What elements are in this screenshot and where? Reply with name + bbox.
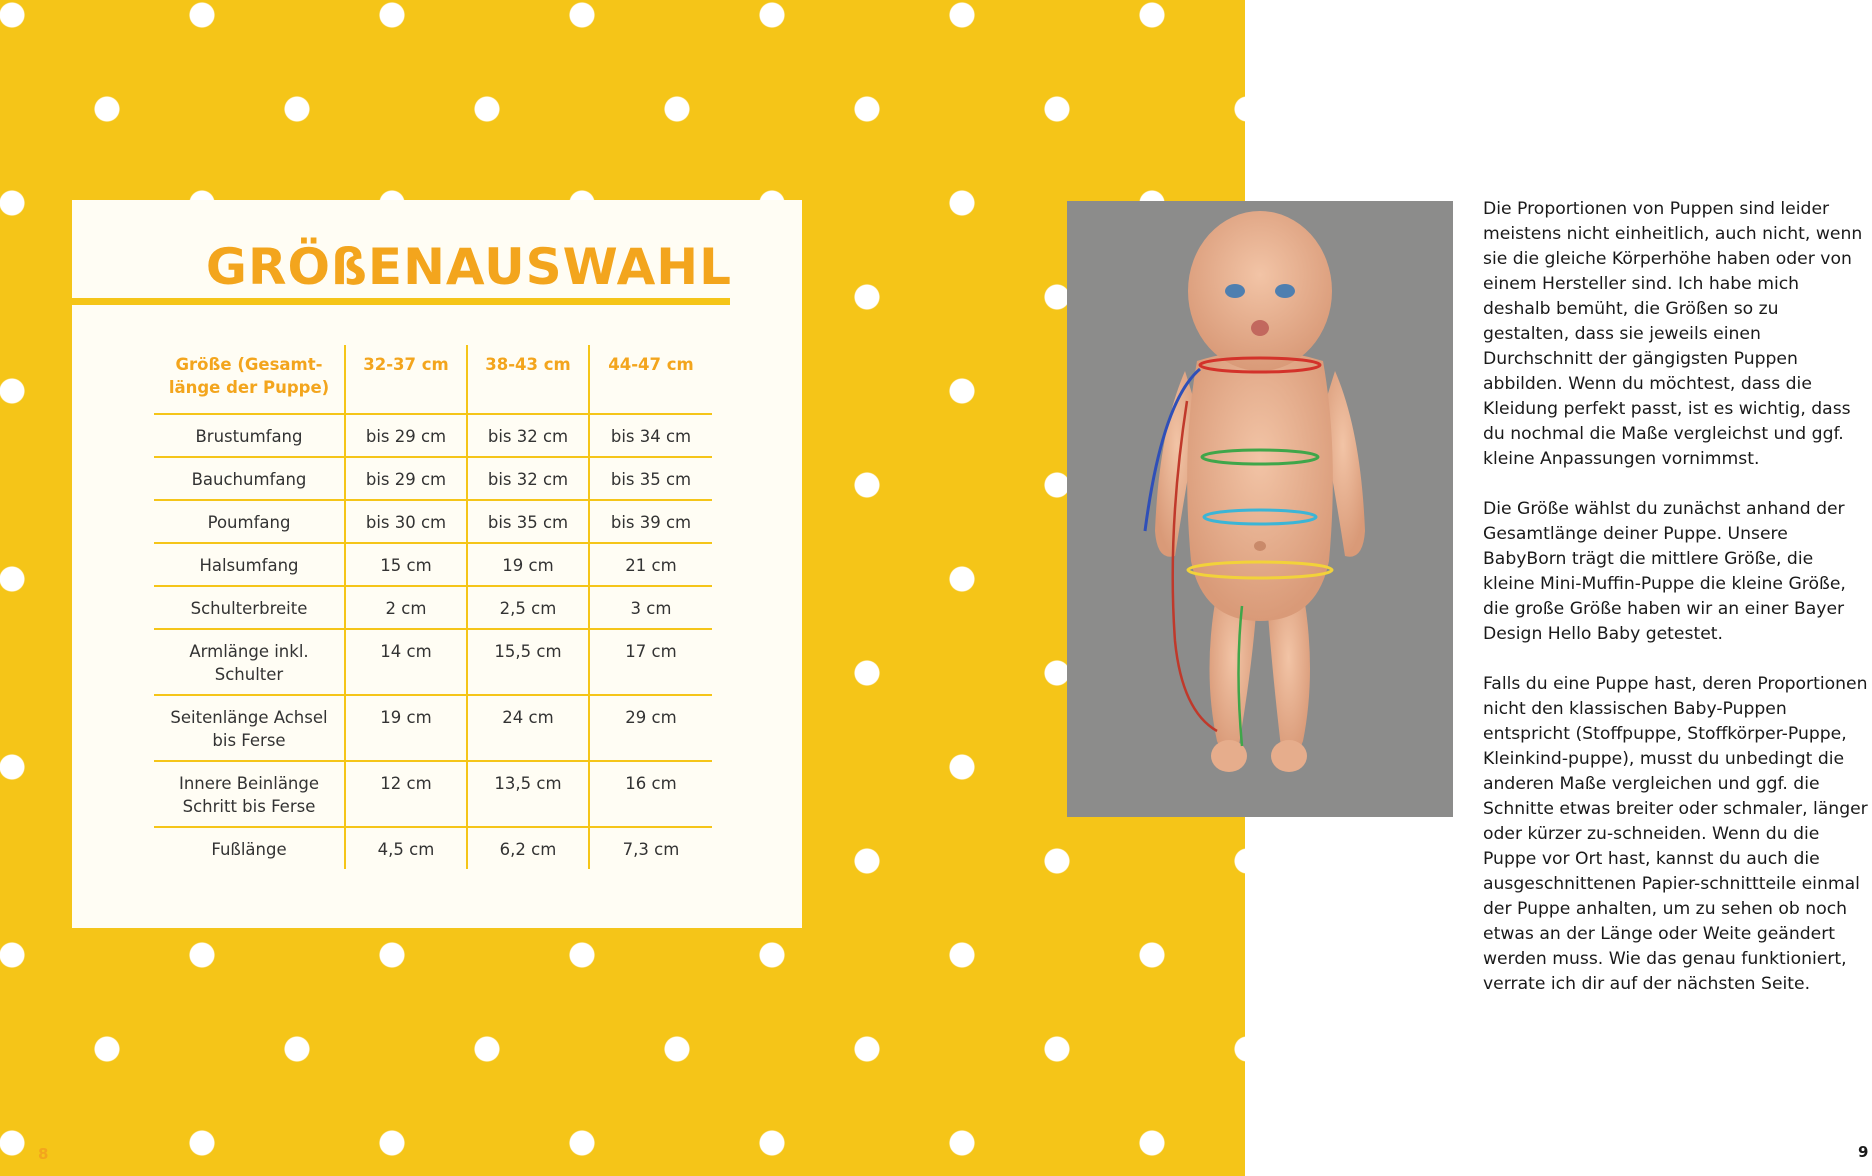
cell-value: 24 cm: [467, 695, 589, 761]
cell-value: bis 39 cm: [589, 500, 712, 543]
header-size-small: 32-37 cm: [345, 345, 467, 414]
size-chart-card: [72, 200, 802, 928]
header-size-large: 44-47 cm: [589, 345, 712, 414]
table-row: [154, 827, 712, 869]
page-number-left: 8: [38, 1145, 49, 1163]
cell-value: 17 cm: [589, 629, 712, 695]
doll-illustration: [1067, 201, 1453, 817]
cell-value: bis 32 cm: [467, 457, 589, 500]
cell-value: bis 34 cm: [589, 414, 712, 457]
paragraph: Falls du eine Puppe hast, deren Proportionen nicht den klassischen Baby-Puppen entspricht (Stoffpuppe, Stoffkörper-Puppe, Kleinkind-puppe), musst du unbedingt die anderen Maße vergleichen und ggf. die Schnitte etwas breiter oder schmaler, länger oder kürzer zu-schneiden. Wenn du die Puppe vor Ort hast, kannst du auch die ausgeschnittenen Papier-schnittteile einmal der Puppe anhalten, um zu sehen ob noch etwas an der Länge oder Weite geändert werden muss. Wie das genau funktioniert, verrate ich dir auf der nächsten Seite.: [1483, 674, 1868, 994]
doll-navel: [1254, 541, 1266, 551]
cell-value: 19 cm: [467, 543, 589, 586]
row-label: Halsumfang: [154, 543, 345, 586]
table-row: [154, 543, 712, 586]
doll-right-eye: [1275, 284, 1295, 298]
row-label: Armlänge inkl. Schulter: [154, 629, 345, 695]
table-header-row: [154, 345, 712, 414]
doll-measurement-photo: [1067, 201, 1453, 817]
table-row: [154, 629, 712, 695]
paragraph: Die Größe wählst du zunächst anhand der Gesamtlänge deiner Puppe. Unsere BabyBorn trägt die mittlere Größe, die kleine Mini-Muffin-Puppe die kleine Größe, die große Größe haben wir an einer Bayer Design Hello Baby getestet.: [1483, 499, 1846, 644]
row-label: Schulterbreite: [154, 586, 345, 629]
table-row: [154, 414, 712, 457]
cell-value: 15 cm: [345, 543, 467, 586]
table-row: [154, 586, 712, 629]
doll-mouth: [1251, 320, 1269, 336]
table-row: [154, 761, 712, 827]
cell-value: 15,5 cm: [467, 629, 589, 695]
cell-value: 19 cm: [345, 695, 467, 761]
header-size-medium: 38-43 cm: [467, 345, 589, 414]
cell-value: 29 cm: [589, 695, 712, 761]
cell-value: bis 29 cm: [345, 457, 467, 500]
doll-torso: [1187, 351, 1333, 621]
cell-value: 13,5 cm: [467, 761, 589, 827]
row-label: Fußlänge: [211, 840, 287, 859]
cell-value: 2,5 cm: [467, 586, 589, 629]
cell-value: 14 cm: [345, 629, 467, 695]
table-row: [154, 500, 712, 543]
header-size-label: Größe (Gesamt-länge der Puppe): [154, 345, 345, 414]
cell-value: 6,2 cm: [467, 827, 589, 869]
row-label: Innere Beinlänge Schritt bis Ferse: [154, 761, 345, 827]
row-label: Seitenlänge Achsel bis Ferse: [154, 695, 345, 761]
table-row: [154, 457, 712, 500]
cell-value: 16 cm: [589, 761, 712, 827]
cell-value: bis 35 cm: [467, 500, 589, 543]
cell-value: 3 cm: [589, 586, 712, 629]
cell-value: 4,5 cm: [345, 827, 467, 869]
paragraph: Die Proportionen von Puppen sind leider meistens nicht einheitlich, auch nicht, wenn sie die gleiche Körperhöhe haben oder von einem Hersteller sind. Ich habe mich deshalb bemüht, die Größen so zu gestalten, dass sie jeweils einen Durchschnitt der gängigsten Puppen abbilden. Wenn du möchtest, dass die Kleidung perfekt passt, ist es wichtig, dass du nochmal die Maße vergleichst und ggf. kleine Anpassungen vornimmst.: [1483, 199, 1863, 469]
table-row: [154, 695, 712, 761]
page-number-right: 9: [1858, 1143, 1869, 1161]
cell-value: bis 32 cm: [467, 414, 589, 457]
doll-head: [1188, 211, 1332, 371]
cell-value: bis 35 cm: [589, 457, 712, 500]
doll-right-foot: [1271, 740, 1307, 772]
row-label: Poumfang: [154, 500, 345, 543]
title-underline: [72, 298, 730, 305]
cell-value: 2 cm: [345, 586, 467, 629]
row-label: Brustumfang: [154, 414, 345, 457]
row-label: Bauchumfang: [154, 457, 345, 500]
size-table: [154, 345, 712, 869]
cell-value: bis 29 cm: [345, 414, 467, 457]
page-title: GRÖßENAUSWAHL: [205, 238, 732, 296]
cell-value: bis 30 cm: [345, 500, 467, 543]
body-text: [1483, 197, 1869, 1022]
cell-value: 12 cm: [345, 761, 467, 827]
cell-value: 7,3 cm: [589, 827, 712, 869]
cell-value: 21 cm: [589, 543, 712, 586]
doll-left-eye: [1225, 284, 1245, 298]
